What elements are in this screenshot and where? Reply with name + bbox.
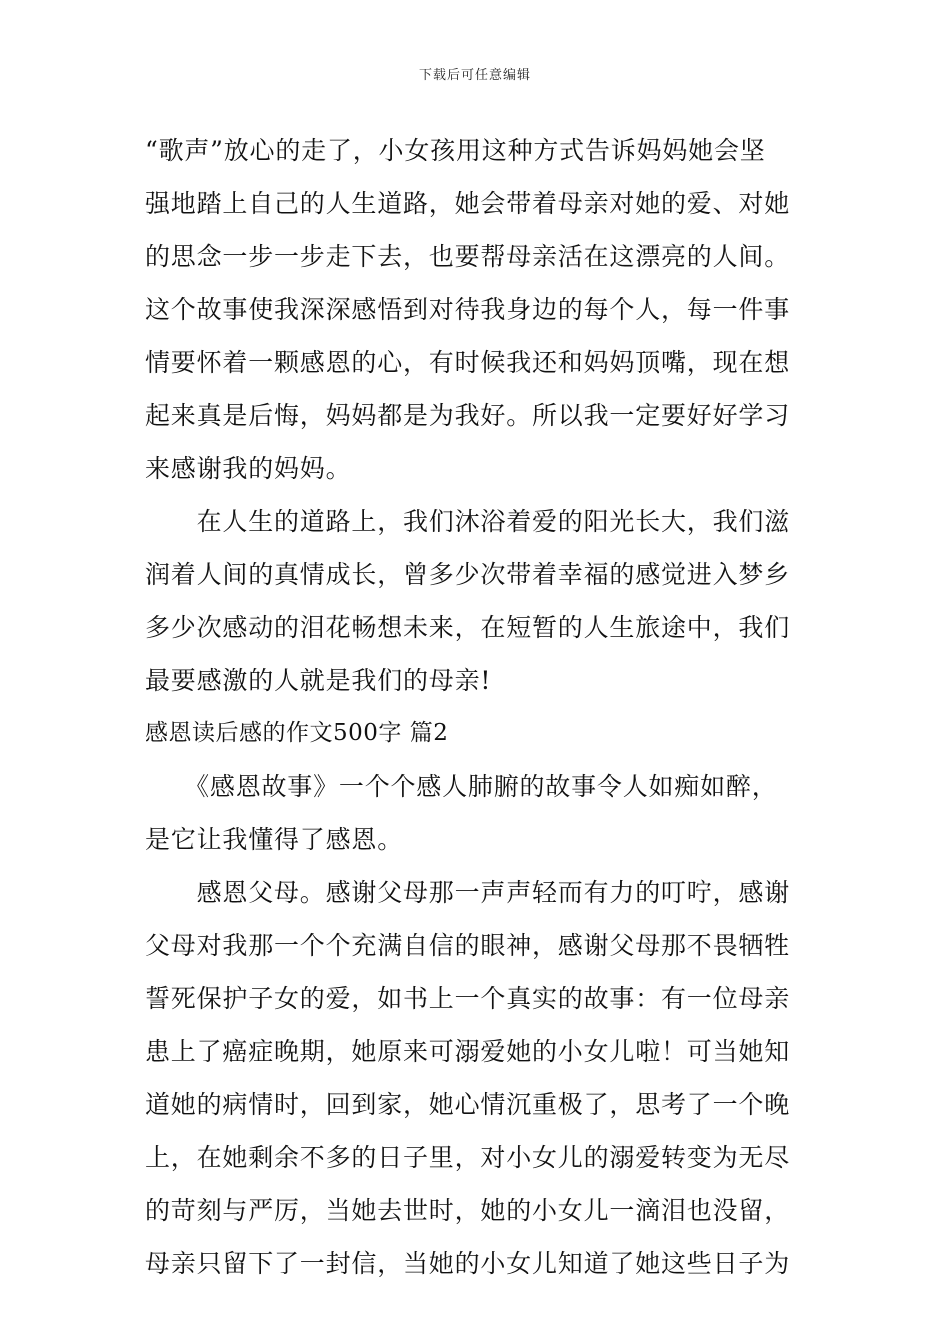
text-line: 多少次感动的泪花畅想未来，在短暂的人生旅途中，我们 bbox=[145, 613, 791, 642]
text-line: 道她的病情时，回到家，她心情沉重极了，思考了一个晚 bbox=[145, 1090, 791, 1119]
section-heading: 感恩读后感的作文500字 篇2 bbox=[145, 720, 449, 746]
text-line: 最要感激的人就是我们的母亲! bbox=[145, 666, 492, 695]
text-line: 是它让我懂得了感恩。 bbox=[145, 825, 404, 854]
text-line: 起来真是后悔，妈妈都是为我好。所以我一定要好好学习 bbox=[145, 401, 791, 430]
text-line: 感恩父母。感谢父母那一声声轻而有力的叮咛，感谢 bbox=[145, 878, 791, 907]
text-line: 上，在她剩余不多的日子里，对小女儿的溺爱转变为无尽 bbox=[145, 1143, 791, 1172]
text-line: 患上了癌症晚期，她原来可溺爱她的小女儿啦！可当她知 bbox=[145, 1037, 791, 1066]
text-line: 誓死保护子女的爱，如书上一个真实的故事：有一位母亲 bbox=[145, 984, 791, 1013]
page-header: 下载后可任意编辑 bbox=[418, 68, 531, 83]
text-line: 这个故事使我深深感悟到对待我身边的每个人，每一件事 bbox=[145, 295, 791, 324]
text-line: 的思念一步一步走下去，也要帮母亲活在这漂亮的人间。 bbox=[145, 242, 791, 271]
text-line: 情要怀着一颗感恩的心，有时候我还和妈妈顶嘴，现在想 bbox=[145, 348, 791, 377]
text-line: 父母对我那一个个充满自信的眼神，感谢父母那不畏牺牲 bbox=[145, 931, 791, 960]
text-line: 《感恩故事》一个个感人肺腑的故事令人如痴如醉， bbox=[145, 772, 778, 801]
text-line: “歌声”放心的走了，小女孩用这种方式告诉妈妈她会坚 bbox=[145, 136, 766, 165]
text-line: 润着人间的真情成长，曾多少次带着幸福的感觉进入梦乡 bbox=[145, 560, 791, 589]
text-line: 母亲只留下了一封信，当她的小女儿知道了她这些日子为 bbox=[145, 1249, 791, 1278]
document-body bbox=[145, 124, 807, 1290]
text-line: 的苛刻与严厉，当她去世时，她的小女儿一滴泪也没留， bbox=[145, 1196, 791, 1225]
text-line: 来感谢我的妈妈。 bbox=[145, 454, 352, 483]
text-line: 在人生的道路上，我们沐浴着爱的阳光长大，我们滋 bbox=[145, 507, 791, 536]
text-line: 强地踏上自己的人生道路，她会带着母亲对她的爱、对她 bbox=[145, 189, 791, 218]
